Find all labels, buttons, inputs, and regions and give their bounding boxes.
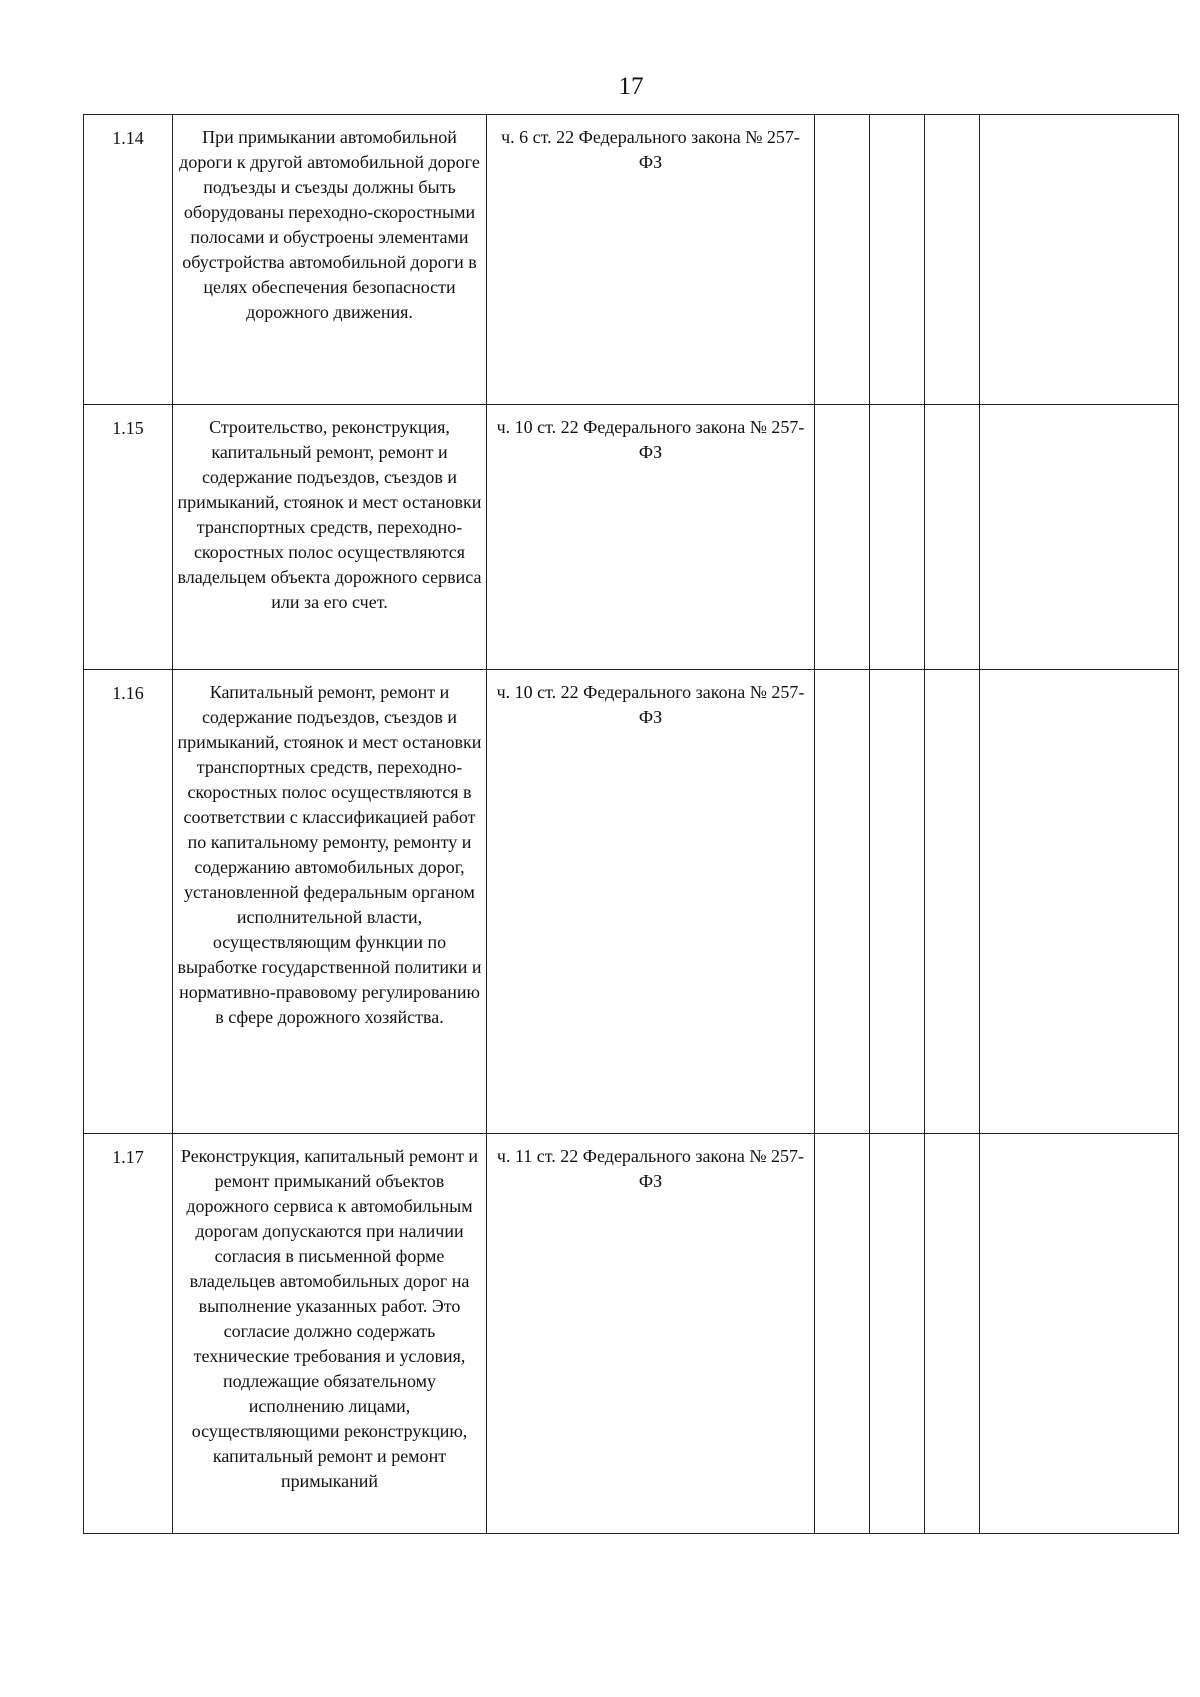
legal-reference: ч. 11 ст. 22 Федерального закона № 257-ФЗ <box>487 1134 815 1534</box>
table-row <box>84 115 1179 405</box>
table-row <box>84 670 1179 1134</box>
page-number: 17 <box>618 73 644 100</box>
answer-yes-cell <box>815 670 870 1134</box>
item-number: 1.17 <box>84 1134 173 1534</box>
answer-no-cell <box>870 670 925 1134</box>
note-cell <box>980 1134 1179 1534</box>
answer-no-cell <box>870 115 925 405</box>
answer-yes-cell <box>815 1134 870 1534</box>
legal-reference: ч. 10 ст. 22 Федерального закона № 257-ФЗ <box>487 405 815 670</box>
legal-reference: ч. 6 ст. 22 Федерального закона № 257-ФЗ <box>487 115 815 405</box>
note-cell <box>980 115 1179 405</box>
note-cell <box>980 405 1179 670</box>
item-number: 1.16 <box>84 670 173 1134</box>
answer-yes-cell <box>815 115 870 405</box>
answer-no-cell <box>870 1134 925 1534</box>
requirement-text: Строительство, реконструкция, капитальный ремонт, ремонт и содержание подъездов, съездов и примыканий, стоянок и мест остановки транспортных средств, переходно-скоростных полос осуществляются владельцем объекта дорожного сервиса или за его счет. <box>173 405 487 670</box>
legal-reference: ч. 10 ст. 22 Федерального закона № 257-ФЗ <box>487 670 815 1134</box>
item-number: 1.14 <box>84 115 173 405</box>
item-number: 1.15 <box>84 405 173 670</box>
answer-yes-cell <box>815 405 870 670</box>
answer-not-applicable-cell <box>925 1134 980 1534</box>
answer-no-cell <box>870 405 925 670</box>
answer-not-applicable-cell <box>925 670 980 1134</box>
answer-not-applicable-cell <box>925 405 980 670</box>
checklist-table <box>83 114 1179 1534</box>
answer-not-applicable-cell <box>925 115 980 405</box>
table-row <box>84 1134 1179 1534</box>
table-row <box>84 405 1179 670</box>
requirement-text: При примыкании автомобильной дороги к другой автомобильной дороге подъезды и съезды должны быть оборудованы переходно-скоростными полосами и обустроены элементами обустройства автомобильной дороги в целях обеспечения безопасности дорожного движения. <box>173 115 487 405</box>
note-cell <box>980 670 1179 1134</box>
requirement-text: Реконструкция, капитальный ремонт и ремонт примыканий объектов дорожного сервиса к автомобильным дорогам допускаются при наличии согласия в письменной форме владельцев автомобильных дорог на выполнение указанных работ. Это согласие должно содержать технические требования и условия, подлежащие обязательному исполнению лицами, осуществляющими реконструкцию, капитальный ремонт и ремонт примыканий <box>173 1134 487 1534</box>
requirement-text: Капитальный ремонт, ремонт и содержание подъездов, съездов и примыканий, стоянок и мест остановки транспортных средств, переходно-скоростных полос осуществляются в соответствии с классификацией работ по капитальному ремонту, ремонту и содержанию автомобильных дорог, установленной федеральным органом исполнительной власти, осуществляющим функции по выработке государственной политики и нормативно-правовому регулированию в сфере дорожного хозяйства. <box>173 670 487 1134</box>
